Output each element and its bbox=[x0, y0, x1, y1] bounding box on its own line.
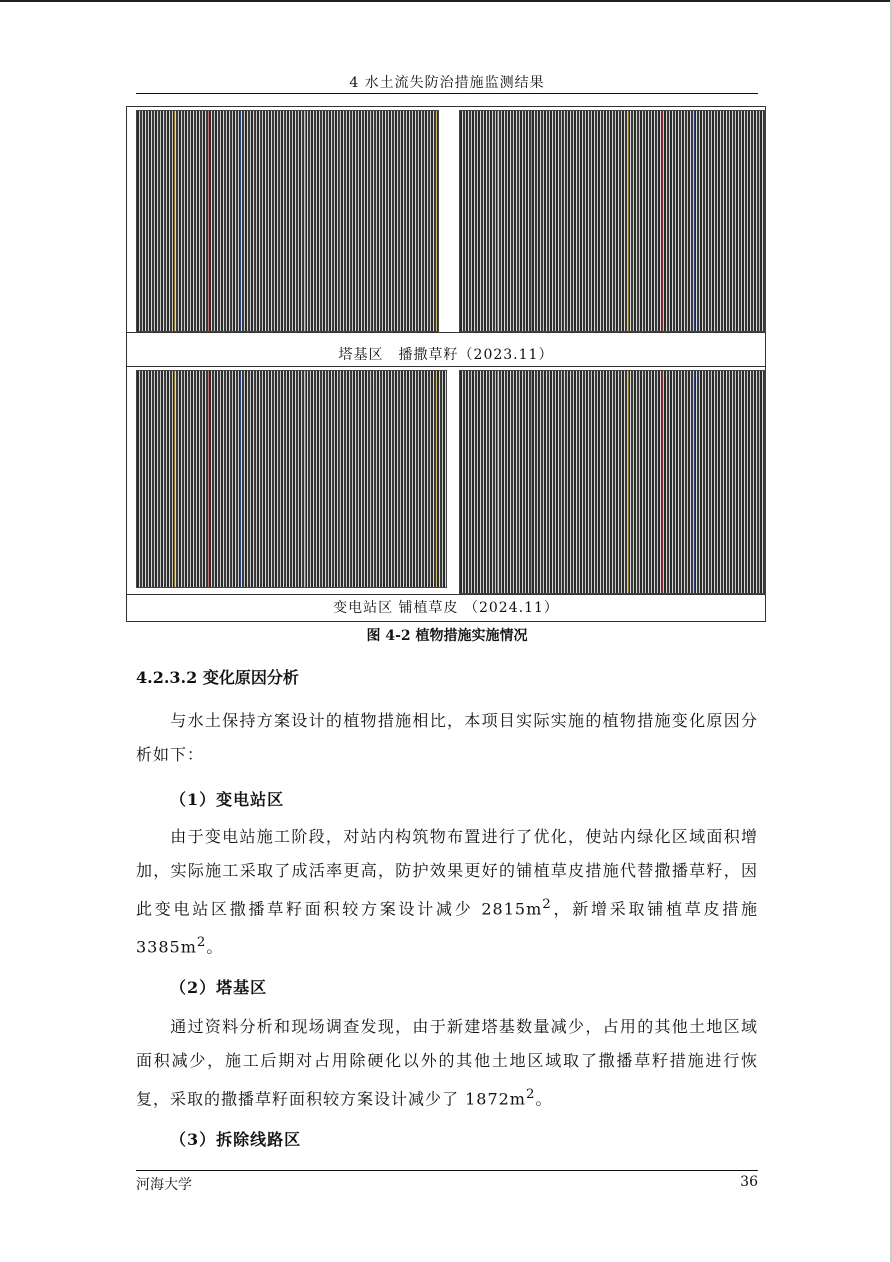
tower-text-b: 。 bbox=[535, 1089, 553, 1109]
figure-caption-row-2: 变电站区 铺植草皮 （2024.11） bbox=[333, 600, 559, 616]
photo-substation-left bbox=[136, 370, 447, 588]
photo-substation-right bbox=[459, 370, 766, 594]
subheading-removed-lines: （3）拆除线路区 bbox=[170, 1130, 302, 1149]
intro-paragraph bbox=[136, 704, 758, 772]
intro-text: 与水土保持方案设计的植物措施相比，本项目实际实施的植物措施变化原因分析如下： bbox=[136, 711, 758, 764]
page-top-edge bbox=[0, 0, 892, 2]
table-rule bbox=[127, 332, 765, 333]
subheading-tower-area: （2）塔基区 bbox=[170, 978, 268, 997]
substation-text-a: 由于变电站施工阶段，对站内构筑物布置进行了优化，使站内绿化区域面积增加，实际施工采取了成活率更高，防护效果更好的铺植草皮措施代替撒播草籽，因此变电站区撒播草籽面积较方案设计减少 2815m bbox=[136, 827, 758, 919]
table-rule bbox=[127, 594, 765, 595]
photo-tower-area-right bbox=[459, 110, 766, 332]
figure-caption-row-1: 塔基区 播撒草籽（2023.11） bbox=[338, 347, 554, 363]
substation-text-b: ，新增采取铺植草皮措施 3385m bbox=[136, 899, 758, 957]
tower-area-paragraph bbox=[136, 1010, 758, 1116]
page-number: 36 bbox=[740, 1174, 758, 1190]
figure-table bbox=[126, 106, 766, 622]
section-heading: 4.2.3.2 变化原因分析 bbox=[136, 668, 299, 687]
figure-title: 图 4-2 植物措施实施情况 bbox=[366, 628, 528, 644]
running-header: 4 水土流失防治措施监测结果 bbox=[349, 75, 545, 91]
substation-paragraph bbox=[136, 820, 758, 965]
photo-tower-area-left bbox=[136, 110, 439, 332]
superscript-2: 2 bbox=[525, 1087, 536, 1102]
footer-rule bbox=[136, 1170, 758, 1171]
subheading-substation: （1）变电站区 bbox=[170, 790, 285, 809]
superscript-2: 2 bbox=[196, 935, 207, 951]
header-rule bbox=[136, 93, 758, 94]
table-rule bbox=[127, 366, 765, 367]
superscript-2: 2 bbox=[542, 897, 552, 912]
footer-institution: 河海大学 bbox=[136, 1177, 192, 1193]
substation-text-c: 。 bbox=[206, 937, 224, 957]
tower-text-a: 通过资料分析和现场调查发现，由于新建塔基数量减少，占用的其他土地区域面积减少，施工后期对占用除硬化以外的其他土地区域取了撒播草籽措施进行恢复，采取的撒播草籽面积较方案设计减少了 1872m bbox=[136, 1017, 758, 1109]
